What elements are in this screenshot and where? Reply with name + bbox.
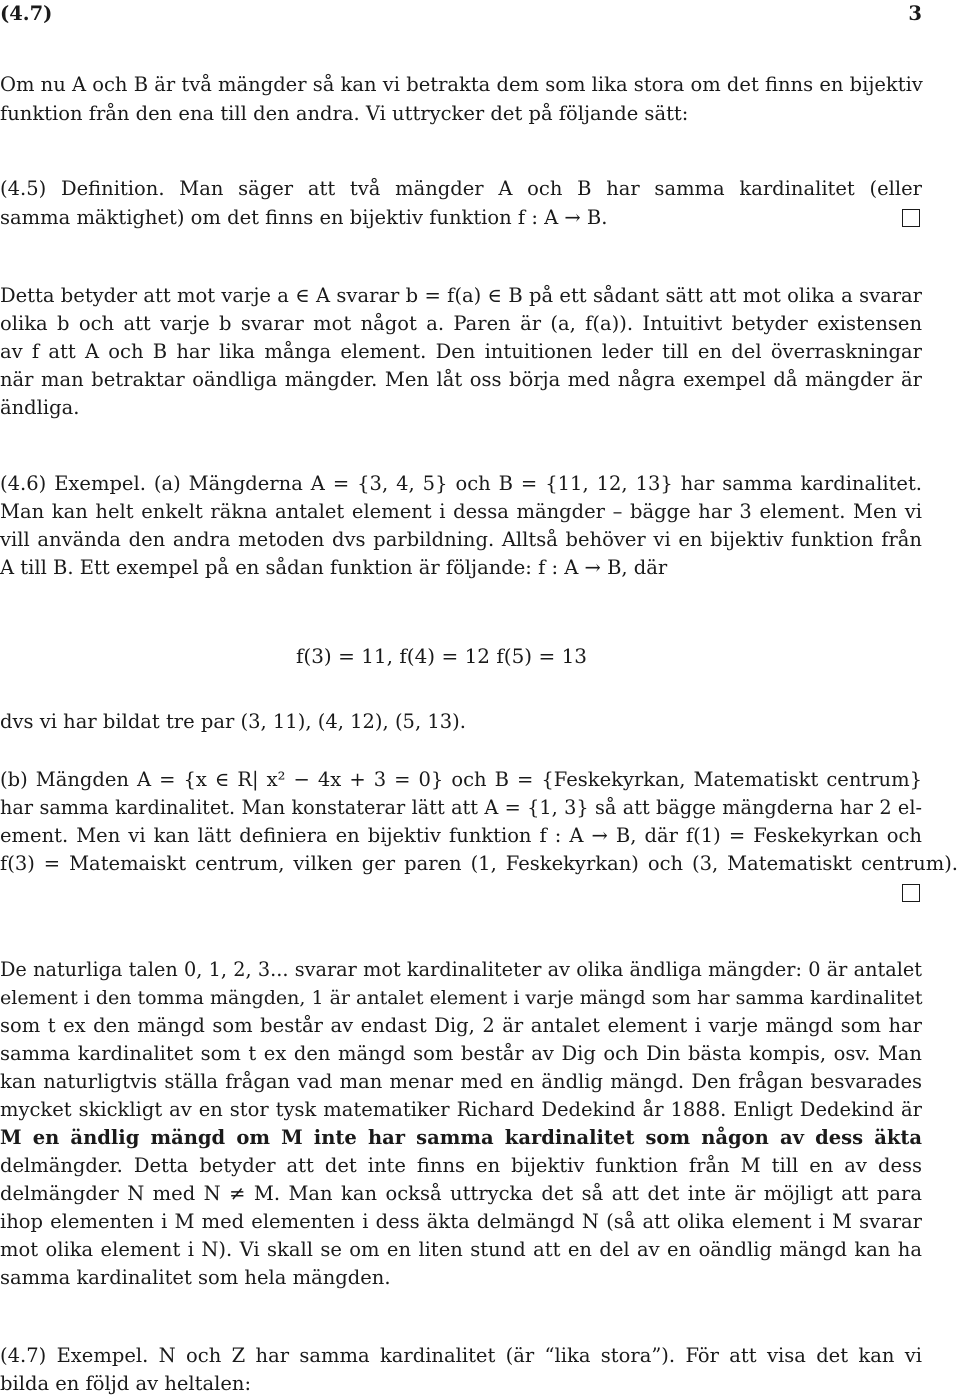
section-header: (4.7) — [0, 2, 53, 25]
definition-line: samma mäktighet) om det finns en bijektiv funktion f : A → B. — [0, 206, 608, 229]
example-line: A till B. Ett exempel på en sådan funktion är följande: f : A → B, där — [0, 556, 668, 579]
qed-box-icon — [902, 209, 920, 227]
text-line: ihop elementen i M med elementen i dess äkta delmängd N (så att olika element i M svarar — [0, 1210, 922, 1233]
text-line: Om nu A och B är två mängder så kan vi betrakta dem som lika stora om det finns en bijektiv — [0, 73, 923, 96]
text-line: ändliga. — [0, 396, 80, 419]
text-line: delmängder. Detta betyder att det inte finns en bijektiv funktion från M till en av dess — [0, 1154, 922, 1177]
example-line: ement. Men vi kan lätt definiera en bijektiv funktion f : A → B, där f(1) = Feskekyrkan och — [0, 824, 922, 847]
example-line: (4.6) Exempel. (a) Mängderna A = {3, 4, 5} och B = {11, 12, 13} har samma kardinalitet. — [0, 472, 922, 495]
text-line: av f att A och B har lika många element. Den intuitionen leder till en del överraskningar — [0, 340, 922, 363]
example-line: (b) Mängden A = {x ∈ R| x² − 4x + 3 = 0} och B = {Feskekyrkan, Matematiskt centrum} — [0, 768, 922, 791]
text-line: när man betraktar oändliga mängder. Men låt oss börja med några exempel då mängder är — [0, 368, 922, 391]
example-line: bilda en följd av heltalen: — [0, 1372, 252, 1395]
text-line: delmängder N med N ≠ M. Man kan också uttrycka det så att det inte är möjligt att para — [0, 1182, 922, 1205]
text-line: dvs vi har bildat tre par (3, 11), (4, 12), (5, 13). — [0, 710, 466, 733]
text-line: M en ändlig mängd om M inte har samma kardinalitet som någon av dess äkta — [0, 1126, 922, 1149]
text-line: samma kardinalitet som hela mängden. — [0, 1266, 391, 1289]
text-line: samma kardinalitet som t ex den mängd som består av Dig och Din bästa kompis, osv. Man — [0, 1042, 922, 1065]
page-number: 3 — [908, 2, 922, 25]
text-line: mycket skickligt av en stor tysk matematiker Richard Dedekind år 1888. Enligt Dedekind är — [0, 1098, 922, 1121]
example-line: Man kan helt enkelt räkna antalet element i dessa mängder – bägge har 3 element. Men vi — [0, 500, 922, 523]
display-formula: f(3) = 11, f(4) = 12 f(5) = 13 — [296, 644, 588, 668]
qed-box-icon — [902, 884, 920, 902]
example-line: vill använda den andra metoden dvs parbildning. Alltså behöver vi en bijektiv funktion från — [0, 528, 922, 551]
example-line: har samma kardinalitet. Man konstaterar lätt att A = {1, 3} så att bägge mängderna har 2 el- — [0, 796, 922, 819]
definition-line: (4.5) Definition. Man säger att två mängder A och B har samma kardinalitet (eller — [0, 177, 922, 200]
text-line: funktion från den ena till den andra. Vi uttrycker det på följande sätt: — [0, 102, 689, 125]
example-line: (4.7) Exempel. N och Z har samma kardinalitet (är “lika stora”). För att visa det kan vi — [0, 1344, 922, 1367]
text-line: mot olika element i N). Vi skall se om en liten stund att en del av en oändlig mängd kan ha — [0, 1238, 922, 1261]
text-line: som t ex den mängd som består av endast Dig, 2 är antalet element i varje mängd som har — [0, 1014, 922, 1037]
text-line: element i den tomma mängden, 1 är antalet element i varje mängd som har samma kardinalitet — [0, 987, 923, 1009]
text-line: Detta betyder att mot varje a ∈ A svarar b = f(a) ∈ B på ett sådant sätt att mot olika a svarar — [0, 284, 922, 307]
example-line: f(3) = Matemaiskt centrum, vilken ger paren (1, Feskekyrkan) och (3, Matematiskt centrum). — [0, 852, 958, 875]
text-line: olika b och att varje b svarar mot något a. Paren är (a, f(a)). Intuitivt betyder existensen — [0, 312, 922, 335]
text-line: De naturliga talen 0, 1, 2, 3... svarar mot kardinaliteter av olika ändliga mängder: 0 är antalet — [0, 958, 922, 981]
text-line: kan naturligtvis ställa frågan vad man menar med en ändlig mängd. Den frågan besvarades — [0, 1070, 922, 1093]
